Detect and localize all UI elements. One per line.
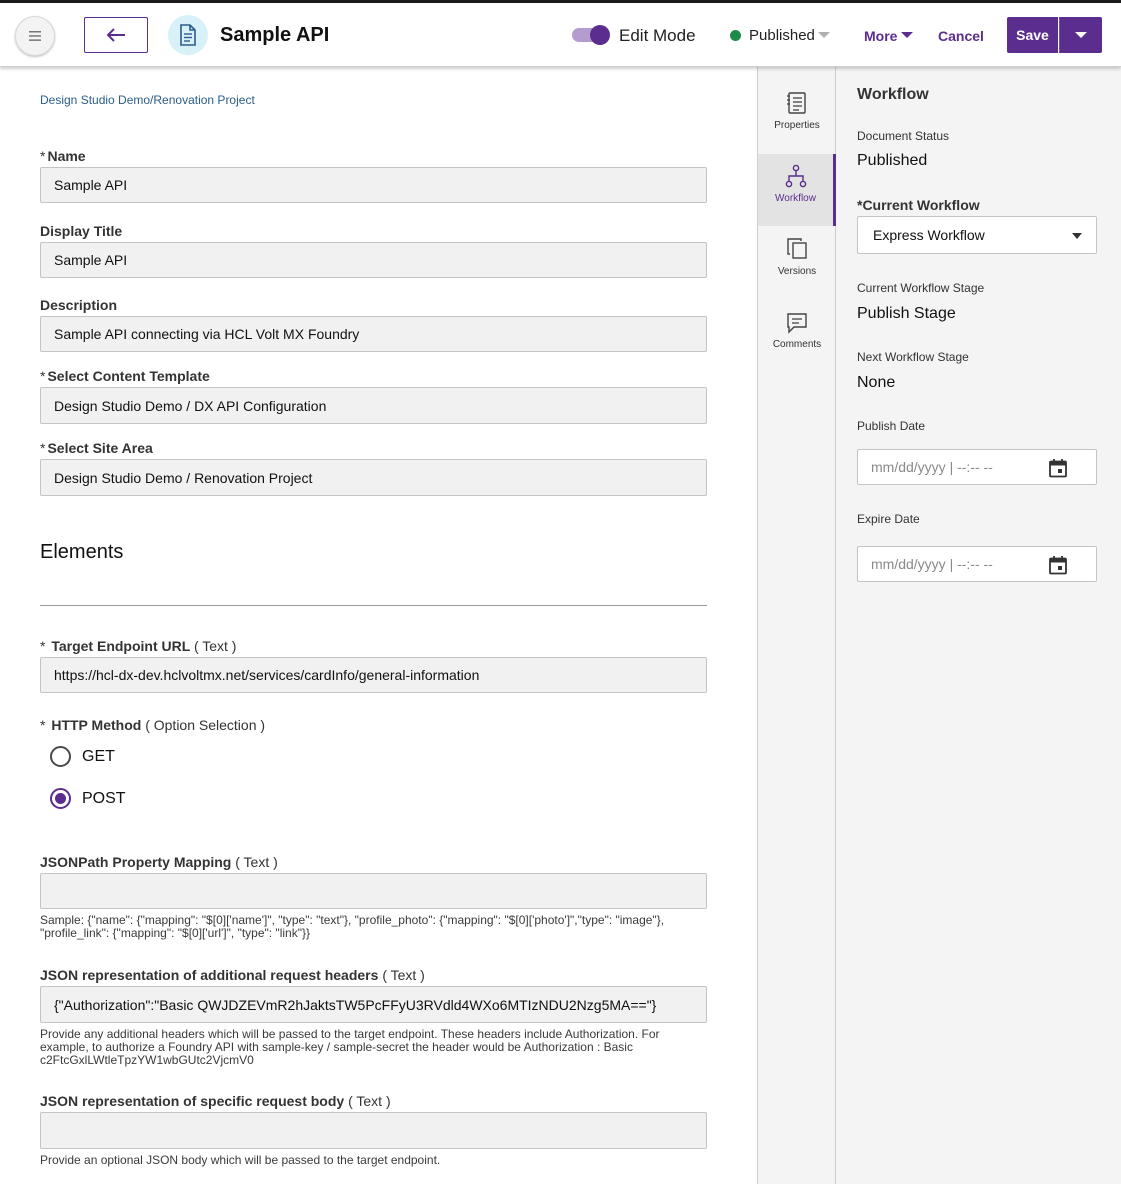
arrow-left-icon bbox=[105, 27, 127, 43]
publish-date-placeholder: mm/dd/yyyy | --:-- -- bbox=[871, 459, 993, 475]
rail-item-versions[interactable] bbox=[758, 227, 836, 299]
next-stage-label: Next Workflow Stage bbox=[857, 350, 969, 364]
save-button[interactable]: Save bbox=[1007, 17, 1058, 53]
description-input[interactable]: Sample API connecting via HCL Volt MX Foundry bbox=[40, 316, 707, 352]
rail-item-label: Comments bbox=[772, 339, 822, 350]
edit-mode-toggle[interactable] bbox=[572, 25, 610, 45]
workflow-panel-title: Workflow bbox=[857, 86, 929, 103]
radio-label: GET bbox=[82, 747, 115, 765]
field-type-hint: ( Text ) bbox=[348, 1093, 391, 1109]
site-area-label bbox=[40, 440, 153, 456]
document-status-value: Published bbox=[857, 152, 928, 169]
name-label bbox=[40, 148, 86, 164]
site-area-label-text: Select Site Area bbox=[47, 440, 153, 456]
expire-date-input[interactable] bbox=[857, 546, 1097, 582]
expire-date-placeholder: mm/dd/yyyy | --:-- -- bbox=[871, 556, 993, 572]
request-headers-label-text: JSON representation of additional request headers bbox=[40, 967, 379, 983]
save-options-button[interactable] bbox=[1059, 17, 1102, 53]
side-rail bbox=[757, 67, 836, 1184]
radio-button-checked[interactable] bbox=[50, 788, 71, 809]
radio-button[interactable] bbox=[50, 746, 71, 767]
request-headers-help: Provide any additional headers which will be passed to the target endpoint. These headers include Authorization. For example, to authorize a Foundry API with sample-key / sample-secret the header would be Authorization : Basic c2FtcGxlLWtleTpzYW1wbGUtc2VjcmV0 bbox=[40, 1027, 660, 1067]
comments-icon bbox=[786, 312, 808, 334]
rail-item-label: Properties bbox=[774, 120, 820, 131]
request-body-label-text: JSON representation of specific request body bbox=[40, 1093, 345, 1109]
radio-dot bbox=[55, 793, 66, 804]
request-body-label bbox=[40, 1093, 391, 1109]
name-label-text: Name bbox=[47, 148, 86, 164]
field-type-hint: ( Text ) bbox=[235, 854, 278, 870]
current-workflow-label: *Current Workflow bbox=[857, 197, 980, 213]
page-title: Sample API bbox=[220, 24, 330, 46]
required-marker: * bbox=[40, 717, 46, 733]
section-divider bbox=[40, 605, 707, 606]
request-headers-label bbox=[40, 967, 425, 983]
radio-option-post[interactable] bbox=[50, 788, 126, 809]
status-dropdown[interactable]: Published bbox=[749, 27, 815, 44]
field-type-hint: ( Option Selection ) bbox=[145, 717, 266, 733]
calendar-icon[interactable] bbox=[1048, 458, 1068, 478]
content-template-label-text: Select Content Template bbox=[47, 368, 210, 384]
required-marker: * bbox=[40, 368, 46, 384]
rail-item-label: Versions bbox=[777, 266, 817, 277]
http-method-label bbox=[40, 717, 265, 733]
caret-down-icon[interactable] bbox=[901, 32, 913, 38]
request-body-input[interactable] bbox=[40, 1112, 707, 1149]
document-status-label: Document Status bbox=[857, 129, 950, 143]
document-icon bbox=[179, 24, 197, 46]
content-template-label bbox=[40, 368, 210, 384]
menu-button[interactable] bbox=[15, 16, 55, 56]
current-workflow-select[interactable] bbox=[857, 216, 1097, 254]
more-button[interactable]: More bbox=[864, 28, 898, 44]
display-title-input[interactable]: Sample API bbox=[40, 242, 707, 278]
properties-icon bbox=[787, 91, 807, 115]
caret-down-icon[interactable] bbox=[818, 32, 830, 38]
current-stage-value: Publish Stage bbox=[857, 305, 956, 322]
toggle-knob bbox=[590, 25, 610, 45]
rail-item-workflow[interactable] bbox=[758, 154, 836, 226]
status-indicator-dot bbox=[730, 30, 741, 41]
current-stage-label: Current Workflow Stage bbox=[857, 281, 985, 295]
request-headers-input[interactable]: {"Authorization":"Basic QWJDZEVmR2hJaktsTW5PcFFyU3RVdld4WXo6MTIzNDU2Nzg5MA=="} bbox=[40, 986, 707, 1023]
rail-item-label: Workflow bbox=[775, 193, 816, 204]
expire-date-label: Expire Date bbox=[857, 512, 920, 526]
request-body-help: Provide an optional JSON body which will be passed to the target endpoint. bbox=[40, 1153, 441, 1167]
workflow-icon bbox=[785, 164, 807, 188]
description-label: Description bbox=[40, 297, 118, 313]
site-area-select[interactable]: Design Studio Demo / Renovation Project bbox=[40, 459, 707, 496]
target-url-label-text: Target Endpoint URL bbox=[51, 638, 191, 654]
display-title-label: Display Title bbox=[40, 223, 123, 239]
content-template-select[interactable]: Design Studio Demo / DX API Configuration bbox=[40, 387, 707, 424]
name-input[interactable]: Sample API bbox=[40, 167, 707, 203]
current-workflow-value: Express Workflow bbox=[873, 227, 985, 243]
publish-date-label: Publish Date bbox=[857, 419, 926, 433]
next-stage-value: None bbox=[857, 374, 896, 391]
cancel-button[interactable]: Cancel bbox=[938, 28, 984, 44]
elements-heading: Elements bbox=[40, 541, 124, 563]
required-marker: * bbox=[40, 148, 46, 164]
document-type-badge bbox=[168, 15, 208, 55]
caret-down-icon bbox=[1075, 32, 1087, 38]
back-button[interactable] bbox=[84, 17, 148, 53]
rail-item-comments[interactable] bbox=[758, 302, 836, 374]
breadcrumb[interactable]: Design Studio Demo/Renovation Project bbox=[40, 93, 255, 107]
field-type-hint: ( Text ) bbox=[382, 967, 425, 983]
target-url-label bbox=[40, 638, 236, 654]
hamburger-icon bbox=[28, 30, 42, 42]
versions-icon bbox=[786, 237, 808, 261]
jsonpath-mapping-input[interactable] bbox=[40, 873, 707, 909]
edit-mode-label: Edit Mode bbox=[619, 26, 696, 45]
calendar-icon[interactable] bbox=[1048, 555, 1068, 575]
field-type-hint: ( Text ) bbox=[193, 638, 237, 654]
http-method-label-text: HTTP Method bbox=[51, 717, 142, 733]
required-marker: * bbox=[40, 440, 46, 456]
publish-date-input[interactable] bbox=[857, 449, 1097, 485]
caret-down-icon bbox=[1072, 233, 1082, 239]
required-marker: * bbox=[40, 638, 46, 654]
jsonpath-mapping-label-text: JSONPath Property Mapping bbox=[40, 854, 232, 870]
jsonpath-mapping-help: Sample: {"name": {"mapping": "$[0]['name']", "type": "text"}, "profile_photo": {"mapping": "$[0]['photo']","type": "image"}, "profile_link": {"mapping": "$[0]['url']", "type": "link"}} bbox=[40, 913, 665, 940]
rail-item-properties[interactable] bbox=[758, 81, 836, 153]
target-url-input[interactable]: https://hcl-dx-dev.hclvoltmx.net/services/cardInfo/general-information bbox=[40, 657, 707, 693]
radio-option-get[interactable] bbox=[50, 746, 115, 767]
radio-label: POST bbox=[82, 789, 126, 807]
jsonpath-mapping-label bbox=[40, 854, 278, 870]
app-header bbox=[0, 3, 1121, 67]
